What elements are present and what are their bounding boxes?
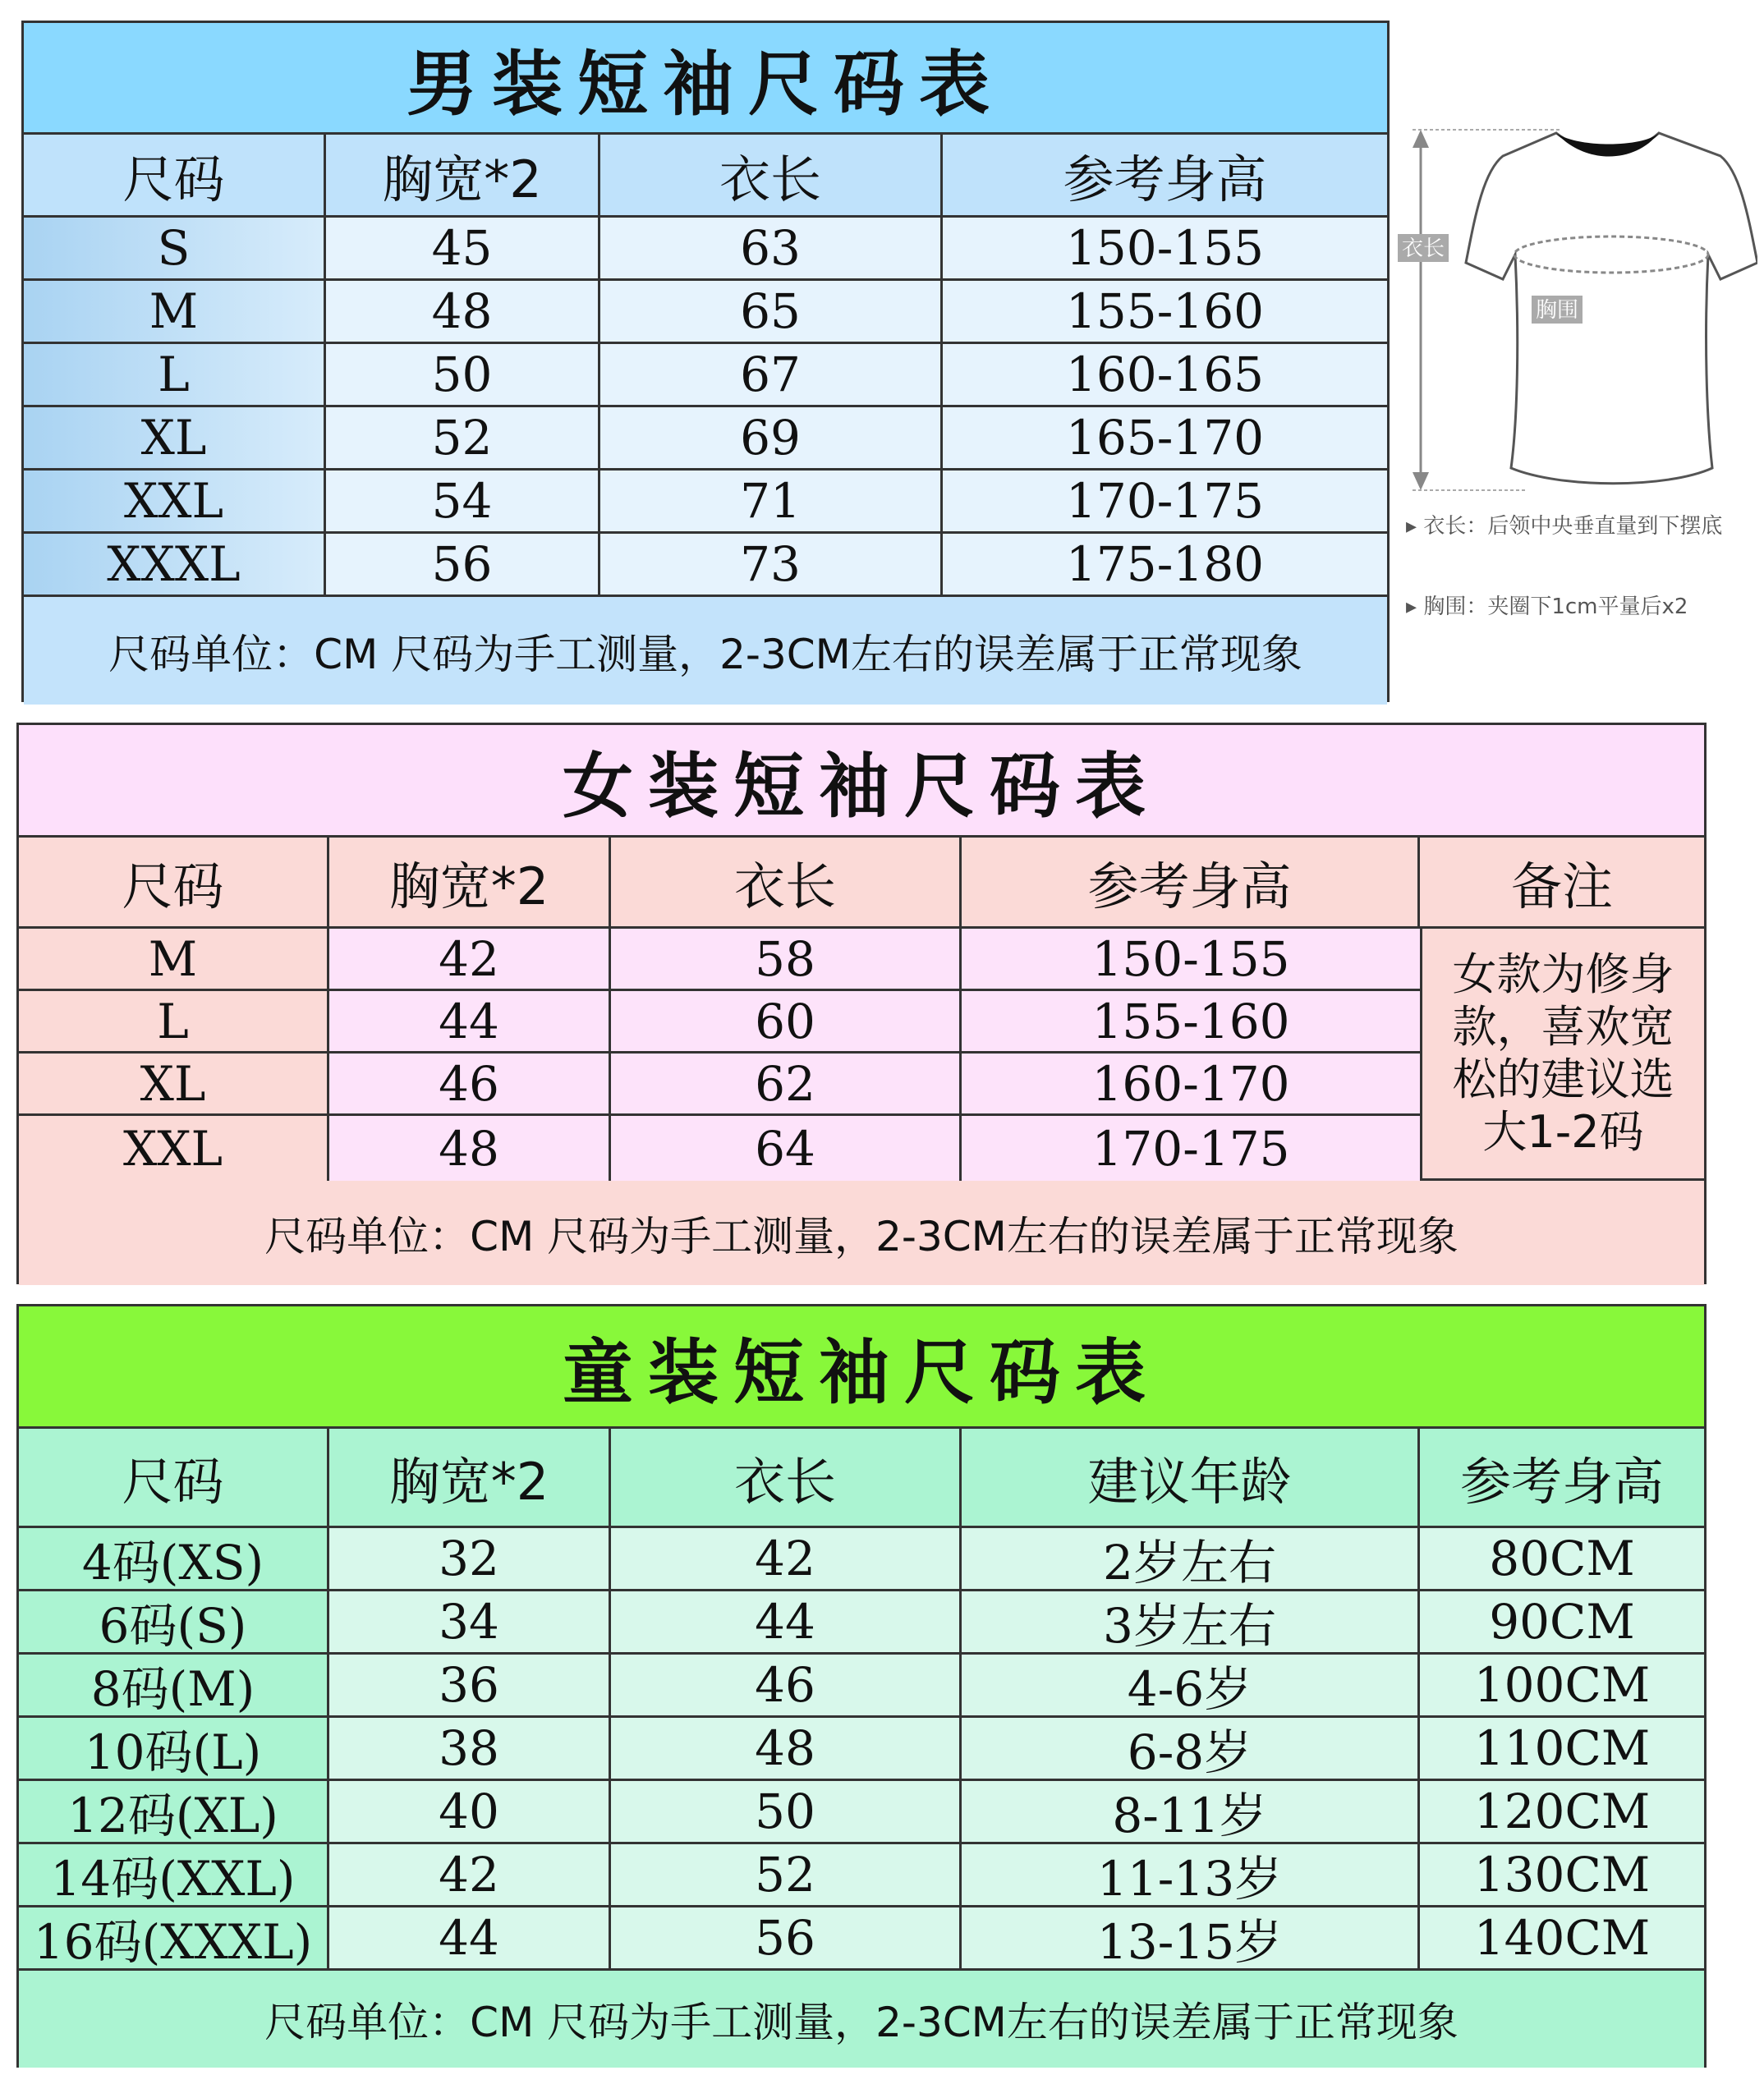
height-cell: 130CM (1420, 1844, 1704, 1905)
table-row (24, 344, 1387, 407)
chest-cell: 46 (329, 1054, 611, 1113)
header-cell: 建议年龄 (962, 1429, 1420, 1526)
table-row (24, 218, 1387, 281)
height-cell: 80CM (1420, 1528, 1704, 1589)
size-cell: M (24, 281, 326, 342)
length-cell: 69 (600, 407, 943, 468)
table-row (24, 534, 1387, 597)
legend-length: ▸ 衣长：后领中央垂直量到下摆底 (1406, 514, 1723, 539)
size-cell: XL (24, 407, 326, 468)
table-row (19, 1907, 1704, 1971)
table-row (19, 1655, 1704, 1718)
age-cell: 11-13岁 (962, 1844, 1420, 1905)
length-cell: 44 (611, 1591, 962, 1652)
header-cell: 尺码 (19, 1429, 329, 1526)
tshirt-icon (1466, 133, 1757, 484)
age-cell: 4-6岁 (962, 1655, 1420, 1715)
table-row (19, 991, 1420, 1054)
height-cell: 170-175 (943, 471, 1387, 531)
length-cell: 56 (611, 1907, 962, 1968)
height-cell: 110CM (1420, 1718, 1704, 1779)
age-cell: 8-11岁 (962, 1781, 1420, 1842)
size-cell: XXL (24, 471, 326, 531)
chest-cell: 32 (329, 1528, 611, 1589)
table-row (19, 1054, 1420, 1116)
women-size-table (16, 723, 1707, 1284)
size-cell: L (19, 991, 329, 1051)
height-cell: 90CM (1420, 1591, 1704, 1652)
table-row (19, 1116, 1420, 1181)
chest-cell: 45 (326, 218, 600, 278)
chest-cell: 34 (329, 1591, 611, 1652)
kids-size-table (16, 1304, 1707, 2068)
header-cell: 尺码 (19, 838, 329, 926)
legend-chest: ▸ 胸围：夹圈下1cm平量后x2 (1406, 594, 1688, 619)
height-cell: 155-160 (962, 991, 1420, 1051)
age-cell: 13-15岁 (962, 1907, 1420, 1968)
kids-header-row (19, 1429, 1704, 1528)
size-cell: 8码(M) (19, 1655, 329, 1715)
size-cell: 10码(L) (19, 1718, 329, 1779)
age-cell: 2岁左右 (962, 1528, 1420, 1589)
length-cell: 63 (600, 218, 943, 278)
chest-cell: 40 (329, 1781, 611, 1842)
length-cell: 71 (600, 471, 943, 531)
height-cell: 175-180 (943, 534, 1387, 594)
length-cell: 46 (611, 1655, 962, 1715)
height-cell: 120CM (1420, 1781, 1704, 1842)
length-cell: 67 (600, 344, 943, 405)
women-header-row (19, 838, 1704, 929)
header-cell: 胸宽*2 (326, 135, 600, 215)
chest-cell: 36 (329, 1655, 611, 1715)
table-row (19, 1844, 1704, 1907)
age-cell: 3岁左右 (962, 1591, 1420, 1652)
length-cell: 58 (611, 929, 962, 989)
chest-cell: 42 (329, 1844, 611, 1905)
header-cell: 参考身高 (1063, 149, 1267, 209)
height-cell: 100CM (1420, 1655, 1704, 1715)
header-cell: 参考身高 (962, 838, 1420, 926)
table-row (19, 1591, 1704, 1655)
header-cell: 参考身高 (1459, 1451, 1664, 1512)
size-cell: M (19, 929, 329, 989)
arrow-up-icon (1413, 130, 1429, 148)
chest-cell: 50 (326, 344, 600, 405)
table-row (19, 1718, 1704, 1781)
size-cell: 16码(XXXL) (19, 1907, 329, 1968)
men-header-row (24, 135, 1387, 218)
header-cell: 尺码 (24, 135, 326, 215)
length-label: 衣长 (1401, 236, 1445, 261)
caret-right-icon: ▸ (1406, 594, 1424, 619)
header-cell: 衣长 (611, 1429, 962, 1526)
length-cell: 52 (611, 1844, 962, 1905)
women-rows (19, 929, 1420, 1178)
chest-label: 胸围 (1535, 298, 1579, 323)
chest-cell: 44 (329, 1907, 611, 1968)
chest-cell: 48 (329, 1116, 611, 1181)
height-cell: 165-170 (943, 407, 1387, 468)
chest-cell: 42 (329, 929, 611, 989)
men-size-table (21, 21, 1390, 702)
men-table-title: 男装短袖尺码表 (24, 23, 1387, 135)
height-cell: 140CM (1420, 1907, 1704, 1968)
table-row (24, 471, 1387, 534)
header-cell: 胸宽*2 (329, 1429, 611, 1526)
table-row (19, 1781, 1704, 1844)
table-row (19, 1528, 1704, 1591)
size-cell: S (24, 218, 326, 278)
size-cell: 12码(XL) (19, 1781, 329, 1842)
women-body (19, 929, 1704, 1181)
height-cell: 170-175 (962, 1116, 1420, 1181)
men-footer-note: 尺码单位：CM 尺码为手工测量，2-3CM左右的误差属于正常现象 (24, 597, 1387, 705)
kids-table-title: 童装短袖尺码表 (19, 1306, 1704, 1429)
size-cell: 4码(XS) (19, 1528, 329, 1589)
tshirt-diagram (1396, 123, 1757, 632)
header-cell: 胸宽*2 (329, 838, 611, 926)
chest-cell: 56 (326, 534, 600, 594)
chest-cell: 48 (326, 281, 600, 342)
length-cell: 42 (611, 1528, 962, 1589)
length-cell: 64 (611, 1116, 962, 1181)
table-row (19, 929, 1420, 991)
header-cell: 衣长 (600, 135, 943, 215)
height-cell: 160-170 (962, 1054, 1420, 1113)
header-cell: 备注 (1510, 856, 1613, 916)
length-cell: 73 (600, 534, 943, 594)
size-cell: L (24, 344, 326, 405)
table-row (24, 281, 1387, 344)
size-cell: 6码(S) (19, 1591, 329, 1652)
size-cell: XXL (19, 1116, 329, 1181)
women-footer-note: 尺码单位：CM 尺码为手工测量，2-3CM左右的误差属于正常现象 (19, 1181, 1704, 1285)
chest-cell: 44 (329, 991, 611, 1051)
chest-cell: 52 (326, 407, 600, 468)
length-cell: 60 (611, 991, 962, 1051)
size-cell: XXXL (24, 534, 326, 594)
header-cell: 衣长 (611, 838, 962, 926)
length-cell: 65 (600, 281, 943, 342)
arrow-down-icon (1413, 472, 1429, 490)
table-row (24, 407, 1387, 471)
women-table-title: 女装短袖尺码表 (19, 725, 1704, 838)
height-cell: 160-165 (943, 344, 1387, 405)
chest-cell: 54 (326, 471, 600, 531)
age-cell: 6-8岁 (962, 1718, 1420, 1779)
women-note: 女款为修身款，喜欢宽松的建议选大1-2码 (1420, 929, 1704, 1178)
height-cell: 150-155 (943, 218, 1387, 278)
kids-footer-note: 尺码单位：CM 尺码为手工测量，2-3CM左右的误差属于正常现象 (19, 1971, 1704, 2068)
length-cell: 48 (611, 1718, 962, 1779)
height-cell: 150-155 (962, 929, 1420, 989)
size-cell: XL (19, 1054, 329, 1113)
caret-right-icon: ▸ (1406, 514, 1424, 539)
size-cell: 14码(XXL) (19, 1844, 329, 1905)
length-cell: 62 (611, 1054, 962, 1113)
length-cell: 50 (611, 1781, 962, 1842)
height-cell: 155-160 (943, 281, 1387, 342)
chest-cell: 38 (329, 1718, 611, 1779)
